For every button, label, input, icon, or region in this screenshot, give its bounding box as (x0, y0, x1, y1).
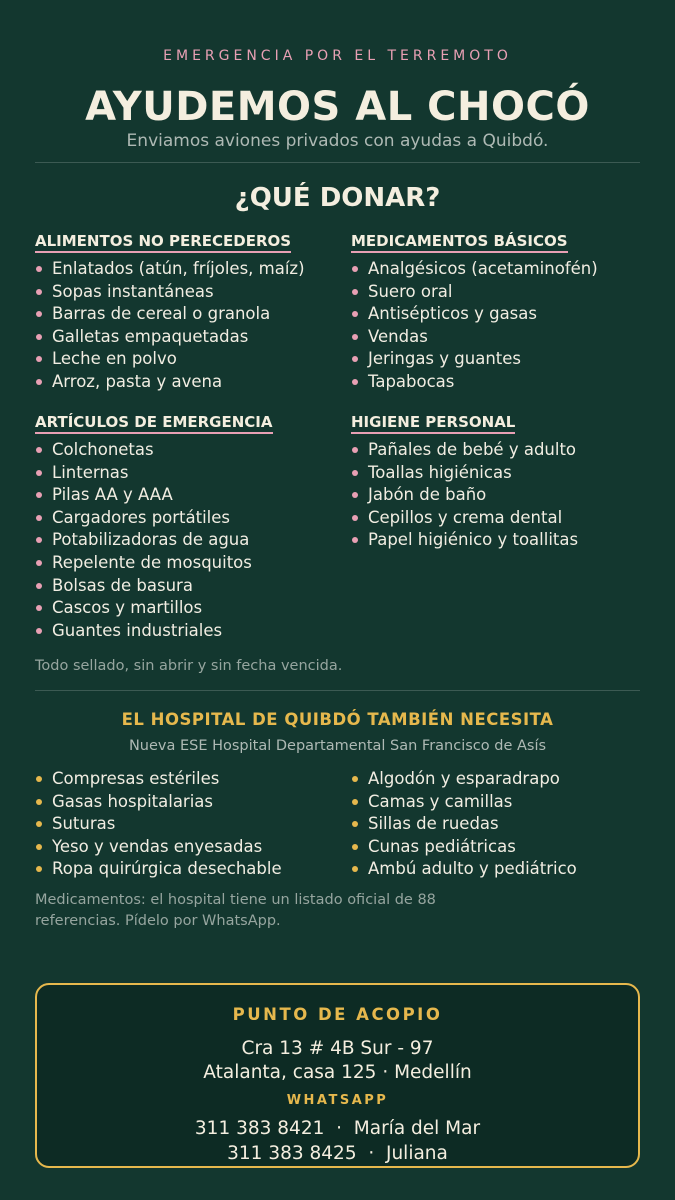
list-item-label: Gasas hospitalarias (52, 791, 214, 811)
list-item (35, 484, 273, 507)
list-item-label: Repelente de mosquitos (52, 552, 252, 572)
list-item-label: Ambú adulto y pediátrico (368, 859, 577, 879)
list-item (35, 791, 282, 814)
list-item (351, 439, 578, 462)
contact-line: 311 383 8425 · Juliana (227, 1143, 448, 1164)
bullet-icon (352, 379, 358, 385)
divider-middle (35, 690, 640, 691)
category-heading: ALIMENTOS NO PERECEDEROS (35, 232, 291, 253)
list-item (35, 575, 273, 598)
list-item-label: Jeringas y guantes (368, 349, 521, 369)
list-item (351, 791, 577, 814)
list-item (351, 303, 598, 326)
bullet-icon (36, 776, 42, 782)
list-item-label: Suturas (52, 814, 116, 834)
hospital-note: Medicamentos: el hospital tiene un listado oficial de 88 referencias. Pídelo por WhatsApp. (35, 892, 436, 929)
page-title: AYUDEMOS AL CHOCÓ (85, 84, 590, 130)
list-item (351, 768, 577, 791)
bullet-icon (352, 266, 358, 272)
donate-note: Todo sellado, sin abrir y sin fecha vencida. (35, 658, 343, 674)
list-item-label: Potabilizadoras de agua (52, 530, 250, 550)
category-heading: HIGIENE PERSONAL (351, 413, 515, 434)
address-line-1: Cra 13 # 4B Sur - 97 (241, 1038, 434, 1059)
list-item-label: Arroz, pasta y avena (52, 371, 223, 391)
bullet-icon (352, 799, 358, 805)
list-item (35, 552, 273, 575)
category-heading: MEDICAMENTOS BÁSICOS (351, 232, 568, 253)
list-item (35, 768, 282, 791)
bullet-icon (36, 311, 42, 317)
list-item (351, 462, 578, 485)
category-articulos (35, 412, 273, 642)
list-item-label: Cepillos y crema dental (368, 507, 563, 527)
bullet-icon (36, 266, 42, 272)
category-list (351, 258, 598, 394)
bullet-icon (36, 515, 42, 521)
list-item-label: Cunas pediátricas (368, 836, 516, 856)
category-list (35, 439, 273, 642)
list-item (35, 597, 273, 620)
whatsapp-label: WHATSAPP (286, 1093, 389, 1108)
bullet-icon (352, 492, 358, 498)
list-item-label: Cascos y martillos (52, 598, 203, 618)
list-item (351, 529, 578, 552)
list-item (35, 529, 273, 552)
list-item-label: Compresas estériles (52, 769, 220, 788)
category-alimentos (35, 231, 305, 394)
list-item-label: Bolsas de basura (52, 575, 193, 595)
list-item (35, 462, 273, 485)
bullet-icon (36, 537, 42, 543)
list-item-label: Leche en polvo (52, 349, 177, 369)
list-item-label: Guantes industriales (52, 620, 223, 640)
bullet-icon (36, 379, 42, 385)
bullet-icon (36, 560, 42, 566)
bullet-icon (352, 356, 358, 362)
list-item (35, 371, 305, 394)
bullet-icon (352, 470, 358, 476)
hospital-right-column (351, 768, 577, 881)
list-item (35, 303, 305, 326)
list-item (351, 326, 598, 349)
list-item (35, 258, 305, 281)
divider-top (35, 162, 640, 163)
bullet-icon (352, 334, 358, 340)
list-item (351, 371, 598, 394)
list-item-label: Galletas empaquetadas (52, 326, 249, 346)
list-item-label: Cargadores portátiles (52, 507, 231, 527)
category-list (35, 258, 305, 394)
list-item-label: Colchonetas (52, 440, 154, 459)
list-item-label: Pilas AA y AAA (52, 485, 173, 505)
bullet-icon (352, 844, 358, 850)
list-item (351, 281, 598, 304)
list-item-label: Algodón y esparadrapo (368, 769, 560, 788)
hospital-subtitle: Nueva ESE Hospital Departamental San Francisco de Asís (128, 738, 547, 754)
list-item-label: Yeso y vendas enyesadas (52, 836, 263, 856)
bullet-icon (352, 821, 358, 827)
list-item-label: Sillas de ruedas (368, 814, 499, 834)
list-item-label: Sopas instantáneas (52, 281, 214, 301)
bullet-icon (36, 447, 42, 453)
list-item (35, 858, 282, 881)
list-item (35, 813, 282, 836)
list-item-label: Jabón de baño (368, 485, 487, 505)
list-item-label: Ropa quirúrgica desechable (52, 859, 282, 879)
list-item (35, 281, 305, 304)
list-item-label: Tapabocas (368, 371, 455, 391)
list-item (35, 348, 305, 371)
list-item (35, 326, 305, 349)
list-item-label: Barras de cereal o granola (52, 304, 271, 324)
bullet-icon (36, 334, 42, 340)
list-item (351, 836, 577, 859)
bullet-icon (36, 356, 42, 362)
list-item (351, 858, 577, 881)
bullet-icon (352, 515, 358, 521)
bullet-icon (352, 311, 358, 317)
category-list (351, 439, 578, 552)
list-item-label: Camas y camillas (368, 791, 513, 811)
category-heading: ARTÍCULOS DE EMERGENCIA (35, 413, 273, 434)
list-item-label: Suero oral (368, 281, 453, 301)
bullet-icon (36, 866, 42, 872)
bullet-icon (36, 628, 42, 634)
list-item (351, 258, 598, 281)
hospital-list (351, 768, 577, 881)
hospital-list (35, 768, 282, 881)
list-item-label: Toallas higiénicas (368, 462, 512, 482)
list-item-label: Analgésicos (acetaminofén) (368, 259, 598, 278)
list-item (35, 620, 273, 643)
address-line-2: Atalanta, casa 125 · Medellín (203, 1062, 472, 1083)
kicker: EMERGENCIA POR EL TERREMOTO (163, 48, 512, 64)
bullet-icon (36, 470, 42, 476)
bullet-icon (352, 537, 358, 543)
list-item (351, 484, 578, 507)
list-item (35, 439, 273, 462)
list-item-label: Linternas (52, 462, 129, 482)
hospital-left-column (35, 768, 282, 881)
donate-title: ¿QUÉ DONAR? (234, 183, 441, 213)
bullet-icon (352, 866, 358, 872)
list-item-label: Antisépticos y gasas (368, 304, 537, 324)
list-item (351, 507, 578, 530)
list-item (351, 813, 577, 836)
bullet-icon (36, 583, 42, 589)
collection-label: PUNTO DE ACOPIO (232, 1005, 443, 1024)
list-item (351, 348, 598, 371)
collection-box (35, 983, 640, 1168)
bullet-icon (352, 776, 358, 782)
hospital-title: EL HOSPITAL DE QUIBDÓ TAMBIÉN NECESITA (121, 710, 554, 729)
bullet-icon (36, 605, 42, 611)
category-higiene (351, 412, 578, 552)
bullet-icon (352, 447, 358, 453)
list-item (35, 836, 282, 859)
list-item (35, 507, 273, 530)
category-medicamentos (351, 231, 598, 394)
bullet-icon (36, 821, 42, 827)
contact-line: 311 383 8421 · María del Mar (194, 1118, 481, 1139)
bullet-icon (36, 289, 42, 295)
bullet-icon (36, 799, 42, 805)
list-item-label: Vendas (368, 326, 428, 346)
subtitle: Enviamos aviones privados con ayudas a Quibdó. (126, 131, 549, 151)
bullet-icon (352, 289, 358, 295)
bullet-icon (36, 492, 42, 498)
list-item-label: Pañales de bebé y adulto (368, 440, 577, 459)
list-item-label: Papel higiénico y toallitas (368, 530, 579, 550)
bullet-icon (36, 844, 42, 850)
list-item-label: Enlatados (atún, fríjoles, maíz) (52, 259, 305, 278)
